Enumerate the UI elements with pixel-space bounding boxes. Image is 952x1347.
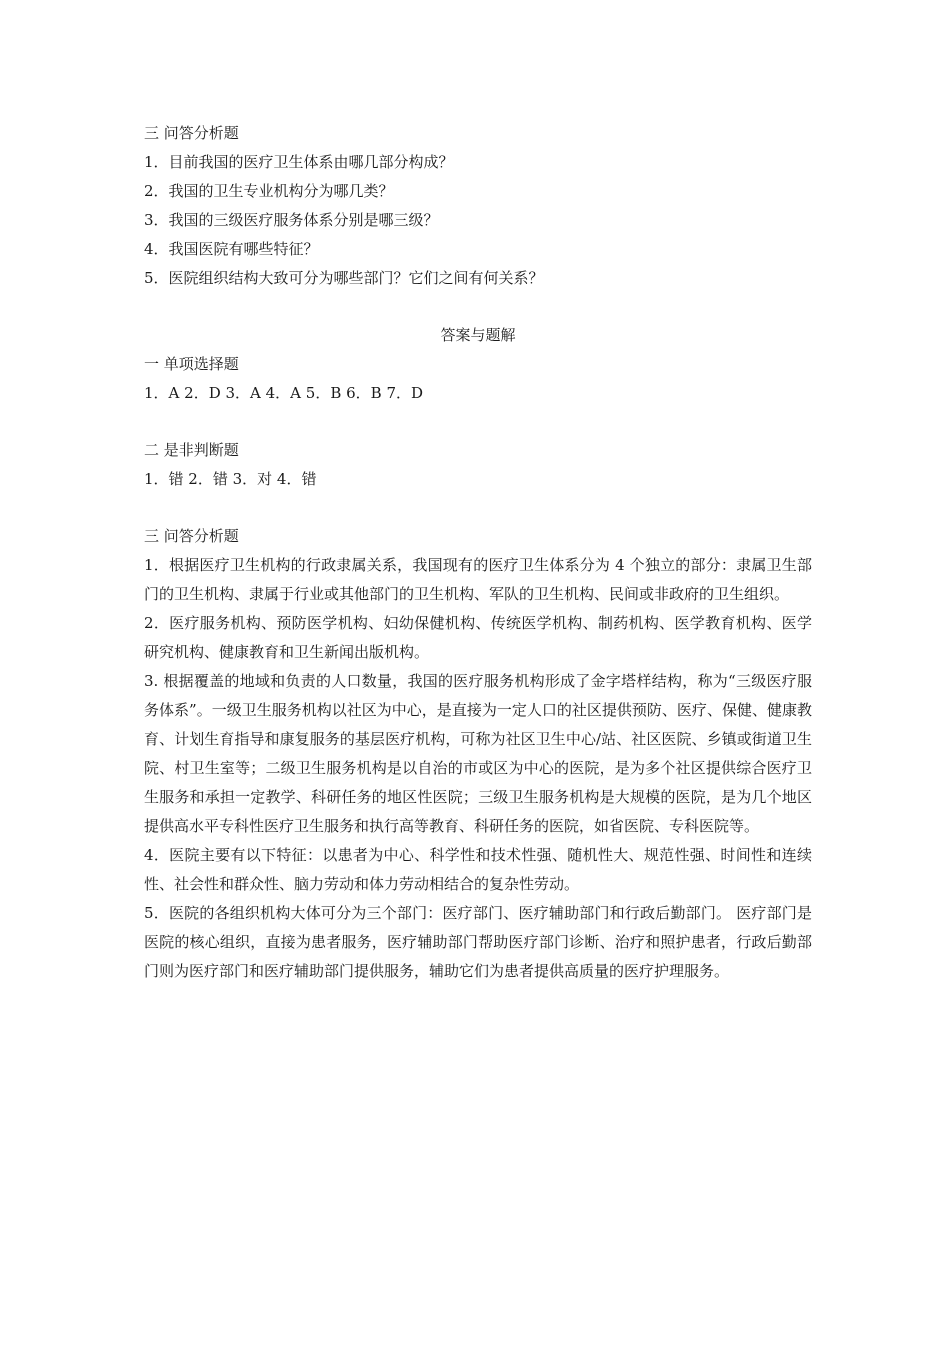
question-item: 4．我国医院有哪些特征？ (144, 240, 319, 258)
section-heading-qa-questions: 三 问答分析题 (144, 124, 239, 142)
question-item: 3．我国的三级医疗服务体系分别是哪三级？ (144, 211, 439, 229)
section-heading-qa-answers: 三 问答分析题 (144, 527, 239, 545)
single-choice-answers: 1．A 2．D 3．A 4．A 5．B 6．B 7．D (144, 384, 424, 402)
answers-title: 答案与题解 (440, 326, 516, 344)
question-item: 2．我国的卫生专业机构分为哪几类？ (144, 182, 394, 200)
qa-answer-item: 1．根据医疗卫生机构的行政隶属关系，我国现有的医疗卫生体系分为 4 个独立的部分：隶属卫生部门的卫生机构、隶属于行业或其他部门的卫生机构、军队的卫生机构、民间或非政府的卫生组织。 (144, 556, 812, 603)
section-heading-single-choice: 一 单项选择题 (144, 355, 239, 373)
question-item: 1．目前我国的医疗卫生体系由哪几部分构成？ (144, 153, 454, 171)
document-page (144, 119, 812, 986)
true-false-answers: 1．错 2．错 3．对 4．错 (144, 470, 317, 488)
qa-answer-item: 3. 根据覆盖的地域和负责的人口数量，我国的医疗服务机构形成了金字塔样结构，称为“三级医疗服务体系”。一级卫生服务机构以社区为中心，是直接为一定人口的社区提供预防、医疗、保健、健康教育、计划生育指导和康复服务的基层医疗机构，可称为社区卫生中心/站、社区医院、乡镇或街道卫生院、村卫生室等；二级卫生服务机构是以自治的市或区为中心的医院，是为多个社区提供综合医疗卫生服务和承担一定教学、科研任务的地区性医院；三级卫生服务机构是大规模的医院，是为几个地区提供高水平专科性医疗卫生服务和执行高等教育、科研任务的医院，如省医院、专科医院等。 (144, 672, 812, 835)
qa-answer-item: 5．医院的各组织机构大体可分为三个部门：医疗部门、医疗辅助部门和行政后勤部门。 医疗部门是医院的核心组织，直接为患者服务，医疗辅助部门帮助医疗部门诊断、治疗和照护患者，行政后勤部门则为医疗部门和医疗辅助部门提供服务，辅助它们为患者提供高质量的医疗护理服务。 (144, 904, 812, 980)
qa-answer-item: 2．医疗服务机构、预防医学机构、妇幼保健机构、传统医学机构、制药机构、医学教育机构、医学研究机构、健康教育和卫生新闻出版机构。 (144, 614, 812, 661)
section-heading-true-false: 二 是非判断题 (144, 441, 239, 459)
qa-answer-item: 4．医院主要有以下特征：以患者为中心、科学性和技术性强、随机性大、规范性强、时间性和连续性、社会性和群众性、脑力劳动和体力劳动相结合的复杂性劳动。 (144, 846, 812, 893)
question-item: 5．医院组织结构大致可分为哪些部门？它们之间有何关系？ (144, 269, 544, 287)
